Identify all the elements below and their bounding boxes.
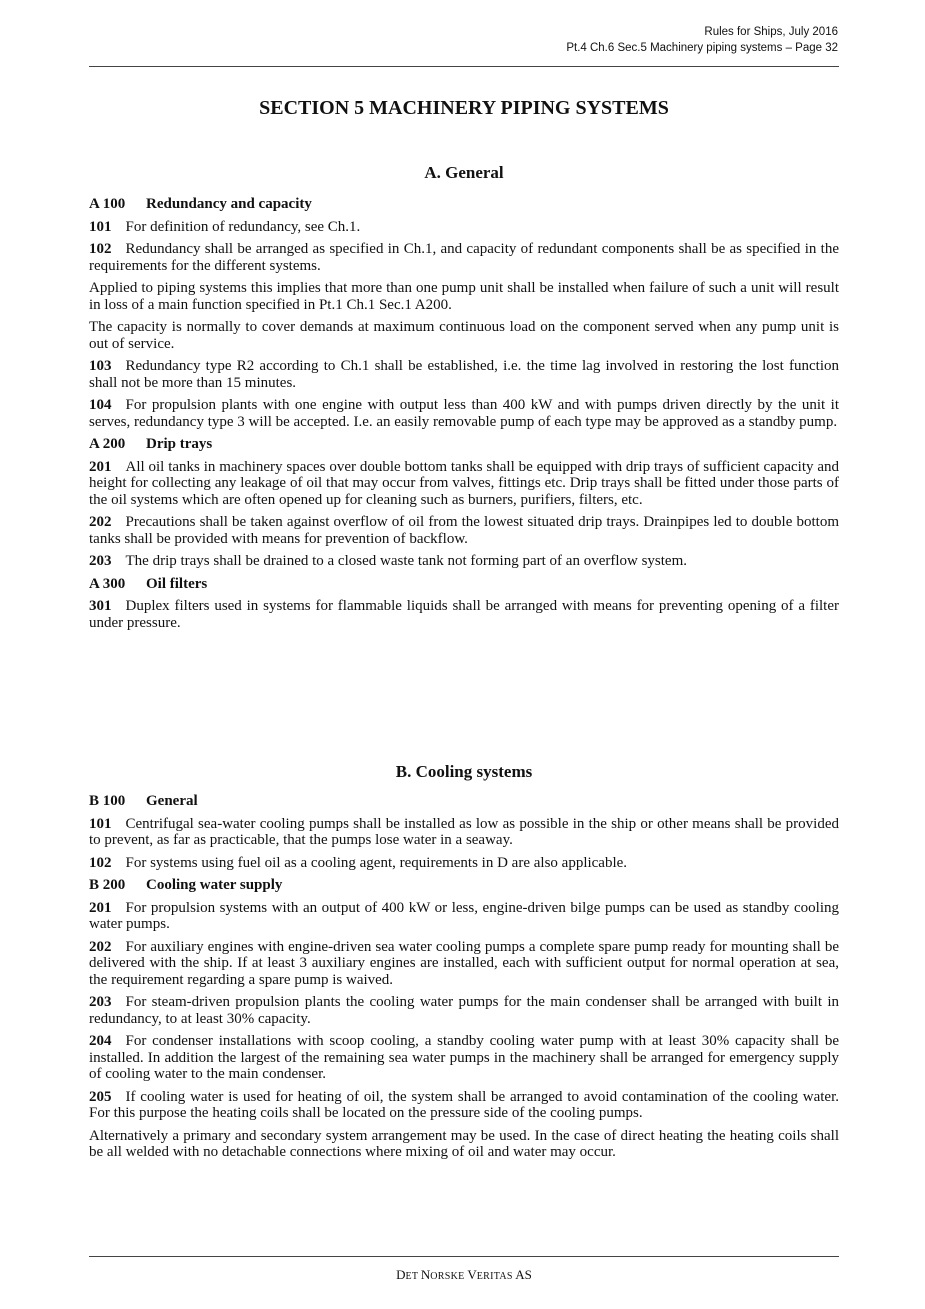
paragraph-text: Redundancy shall be arranged as specified in Ch.1, and capacity of redundant components shall be as specified in the requirements for the different systems. bbox=[89, 241, 839, 274]
header-location: Pt.4 Ch.6 Sec.5 Machinery piping systems – Page 32 bbox=[566, 42, 838, 54]
running-header bbox=[566, 24, 838, 56]
subsection-number: A 200 bbox=[89, 436, 126, 452]
paragraph-number: 104 bbox=[89, 397, 112, 413]
paragraph-text: Precautions shall be taken against overflow of oil from the lowest situated drip trays. Drainpipes led to double bottom tanks shall be provided with means for prevention of backflow. bbox=[89, 514, 839, 547]
paragraph: Applied to piping systems this implies that more than one pump unit shall be installed when failure of such a unit will result in loss of a main function specified in Pt.1 Ch.1 Sec.1 A200. bbox=[89, 280, 839, 313]
paragraph bbox=[89, 219, 839, 236]
subsection-number: A 300 bbox=[89, 575, 126, 592]
paragraph: The capacity is normally to cover demands at maximum continuous load on the component served when any pump unit is out of service. bbox=[89, 319, 839, 352]
footer-rule bbox=[89, 1256, 839, 1257]
paragraph bbox=[89, 816, 839, 849]
paragraph-number: 102 bbox=[89, 241, 112, 257]
chapter-title-b: B. Cooling systems bbox=[395, 762, 533, 781]
paragraph: Alternatively a primary and secondary system arrangement may be used. In the case of direct heating the heating coils shall be all welded with no detachable connections where mixing of oil and water may occur. bbox=[89, 1127, 839, 1160]
subsection-number: A 100 bbox=[89, 196, 126, 212]
paragraph-text: Centrifugal sea-water cooling pumps shall be installed as low as possible in the ship or other means shall be provided to prevent, as far as practicable, that the pumps lose water in a seaway. bbox=[89, 815, 839, 848]
paragraph bbox=[89, 994, 839, 1027]
paragraph-text: For definition of redundancy, see Ch.1. bbox=[125, 218, 361, 235]
paragraph bbox=[89, 900, 839, 933]
header-publication: Rules for Ships, July 2016 bbox=[704, 26, 838, 38]
paragraph-number: 103 bbox=[89, 358, 112, 374]
paragraph bbox=[89, 553, 839, 570]
subsection-heading bbox=[89, 877, 839, 894]
subsection-title: Cooling water supply bbox=[146, 877, 283, 893]
paragraph-number: 202 bbox=[89, 514, 112, 530]
chapter-title-a: A. General bbox=[424, 163, 504, 182]
paragraph-number: 202 bbox=[89, 938, 112, 955]
subsection-title: Redundancy and capacity bbox=[146, 196, 312, 212]
paragraph bbox=[89, 459, 839, 509]
paragraph-number: 201 bbox=[89, 458, 112, 475]
paragraph bbox=[89, 358, 839, 391]
paragraph bbox=[89, 1033, 839, 1083]
paragraph-text: For condenser installations with scoop cooling, a standby cooling water pump with at least 30% capacity shall be installed. In addition the largest of the remaining sea water pumps in the machinery shall be arranged for emergency supply of cooling water to the main condenser. bbox=[89, 1033, 839, 1082]
paragraph-number: 301 bbox=[89, 598, 112, 614]
subsection-heading bbox=[89, 196, 839, 213]
subsection-heading bbox=[89, 793, 839, 810]
paragraph-text: For auxiliary engines with engine-driven sea water cooling pumps a complete spare pump ready for mounting shall be delivered with the ship. If at least 3 auxiliary engines are installed, each with sufficient output for normal operation at sea, the requirement regarding a spare pump is waived. bbox=[89, 938, 839, 988]
subsection-title: General bbox=[146, 793, 198, 809]
paragraph-text: Duplex filters used in systems for flammable liquids shall be arranged with means for preventing opening of a filter under pressure. bbox=[89, 598, 839, 631]
paragraph-text: For steam-driven propulsion plants the cooling water pumps for the main condenser shall be arranged with built in redundancy, to at least 30% capacity. bbox=[89, 994, 839, 1027]
paragraph bbox=[89, 598, 839, 631]
subsection-title: Oil filters bbox=[146, 575, 208, 592]
subsection-heading bbox=[89, 436, 839, 453]
paragraph-text: If cooling water is used for heating of oil, the system shall be arranged to avoid contamination of the cooling water. For this purpose the heating coils shall be located on the pressure side of the cooling pumps. bbox=[89, 1088, 839, 1121]
paragraph bbox=[89, 514, 839, 547]
paragraph bbox=[89, 855, 839, 872]
paragraph-text: Redundancy type R2 according to Ch.1 shall be established, i.e. the time lag involved in restoring the lost function shall not be more than 15 minutes. bbox=[89, 358, 839, 391]
chapter-b-body bbox=[89, 793, 839, 1167]
paragraph-text: For propulsion systems with an output of 400 kW or less, engine-driven bilge pumps can be used as standby cooling water pumps. bbox=[89, 899, 839, 932]
paragraph bbox=[89, 1089, 839, 1122]
paragraph-number: 102 bbox=[89, 854, 112, 871]
paragraph-number: 204 bbox=[89, 1033, 112, 1049]
paragraph-number: 101 bbox=[89, 815, 112, 832]
paragraph bbox=[89, 241, 839, 274]
subsection-heading bbox=[89, 576, 839, 593]
footer-publisher: DET NORSKE VERITAS AS bbox=[396, 1267, 532, 1282]
paragraph bbox=[89, 939, 839, 989]
subsection-title: Drip trays bbox=[146, 436, 213, 452]
header-rule bbox=[89, 66, 839, 67]
paragraph-text: The drip trays shall be drained to a closed waste tank not forming part of an overflow system. bbox=[125, 553, 688, 569]
paragraph-text: All oil tanks in machinery spaces over double bottom tanks shall be equipped with drip trays of sufficient capacity and height for collecting any leakage of oil that may occur from valves, fittings etc. Drip trays shall be fitted under those parts of the oil systems which are often opened up for cleaning such as burners, purifiers, filters, etc. bbox=[89, 458, 839, 508]
paragraph-number: 201 bbox=[89, 899, 112, 916]
paragraph-number: 203 bbox=[89, 994, 112, 1010]
chapter-a-body bbox=[89, 196, 839, 637]
paragraph bbox=[89, 397, 839, 430]
paragraph-number: 203 bbox=[89, 553, 112, 569]
paragraph-number: 101 bbox=[89, 218, 112, 235]
paragraph-text: For systems using fuel oil as a cooling agent, requirements in D are also applicable. bbox=[125, 854, 628, 871]
section-title: SECTION 5 MACHINERY PIPING SYSTEMS bbox=[259, 97, 669, 119]
subsection-number: B 200 bbox=[89, 877, 126, 893]
subsection-number: B 100 bbox=[89, 793, 126, 809]
paragraph-text: For propulsion plants with one engine with output less than 400 kW and with pumps driven directly by the unit it serves, redundancy type 3 will be accepted. I.e. an easily removable pump of each type may be approved as a standby pump. bbox=[89, 397, 839, 430]
paragraph-number: 205 bbox=[89, 1088, 112, 1105]
